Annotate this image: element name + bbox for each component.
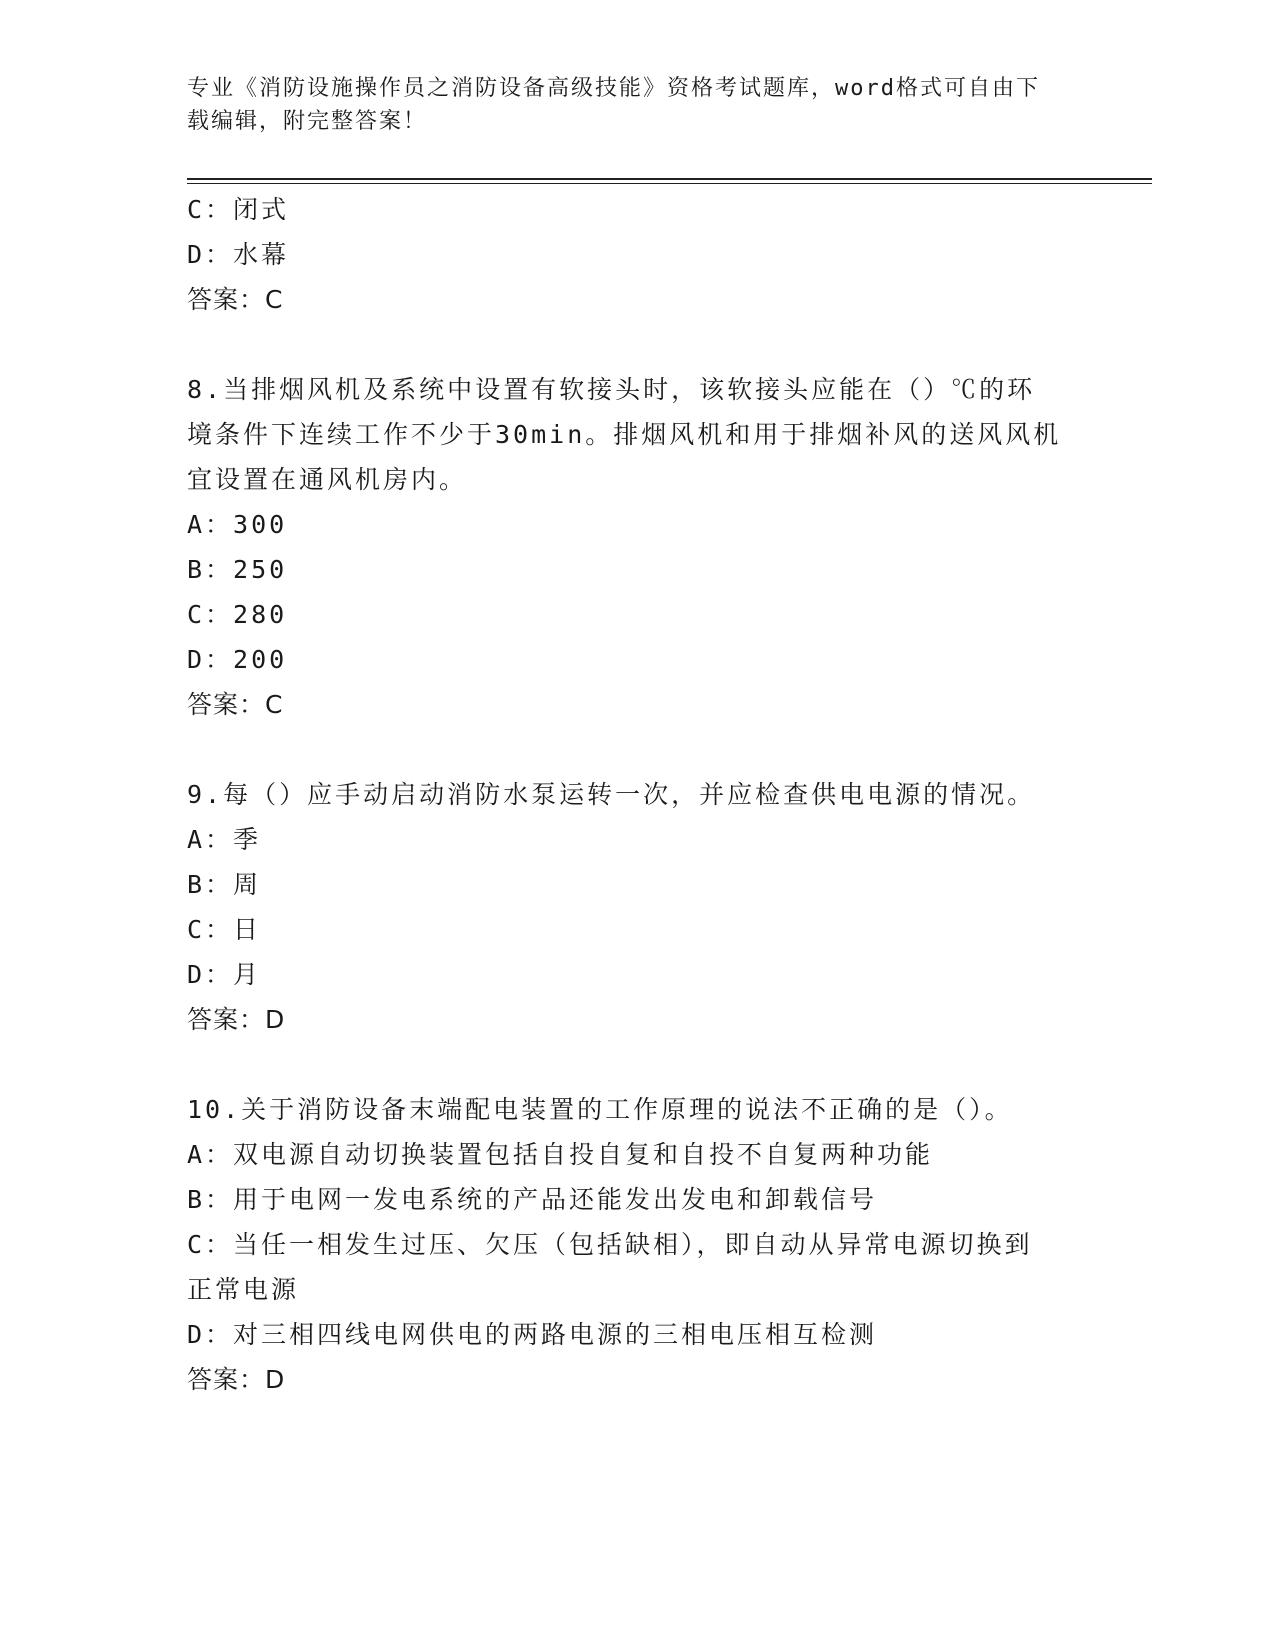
q9-option-d: D：月 (187, 960, 262, 989)
q8-option-c: C：280 (187, 600, 288, 629)
header-line-1: 专业《消防设施操作员之消防设备高级技能》资格考试题库，word格式可自由下 (187, 76, 1040, 101)
q7-option-d: D：水幕 (187, 240, 290, 269)
header-line-2: 载编辑，附完整答案！ (187, 109, 428, 134)
q8-stem-line-2: 境条件下连续工作不少于30min。排烟风机和用于排烟补风的送风风机 (187, 420, 1062, 449)
q9-option-a: A：季 (187, 825, 262, 854)
document-header (187, 72, 1067, 138)
header-divider (187, 178, 1152, 180)
q9-option-b: B：周 (187, 870, 262, 899)
q8-stem-line-3: 宜设置在通风机房内。 (187, 465, 468, 494)
q9-option-c: C：日 (187, 915, 262, 944)
q8-option-d: D：200 (187, 645, 288, 674)
q10-option-c-line-1: C：当任一相发生过压、欠压（包括缺相），即自动从异常电源切换到 (187, 1230, 1033, 1259)
q10-stem: 10.关于消防设备末端配电装置的工作原理的说法不正确的是（）。 (187, 1095, 1013, 1124)
header-divider-thin (187, 183, 1152, 184)
q10-option-d: D：对三相四线电网供电的两路电源的三相电压相互检测 (187, 1320, 878, 1349)
q10-answer: 答案：D (187, 1365, 286, 1394)
q8-option-b: B：250 (187, 555, 288, 584)
q9-stem: 9.每（）应手动启动消防水泵运转一次，并应检查供电电源的情况。 (187, 780, 1036, 809)
q8-answer: 答案：C (187, 690, 284, 719)
q7-option-c: C：闭式 (187, 195, 290, 224)
q10-option-c-line-2: 正常电源 (187, 1275, 300, 1304)
q8-stem-line-1: 8.当排烟风机及系统中设置有软接头时，该软接头应能在（）℃的环 (187, 375, 1036, 404)
q10-option-a: A：双电源自动切换装置包括自投自复和自投不自复两种功能 (187, 1140, 934, 1169)
q10-option-b: B：用于电网一发电系统的产品还能发出发电和卸载信号 (187, 1185, 878, 1214)
q8-option-a: A：300 (187, 510, 288, 539)
q9-answer: 答案：D (187, 1005, 286, 1034)
q7-answer: 答案：C (187, 285, 284, 314)
